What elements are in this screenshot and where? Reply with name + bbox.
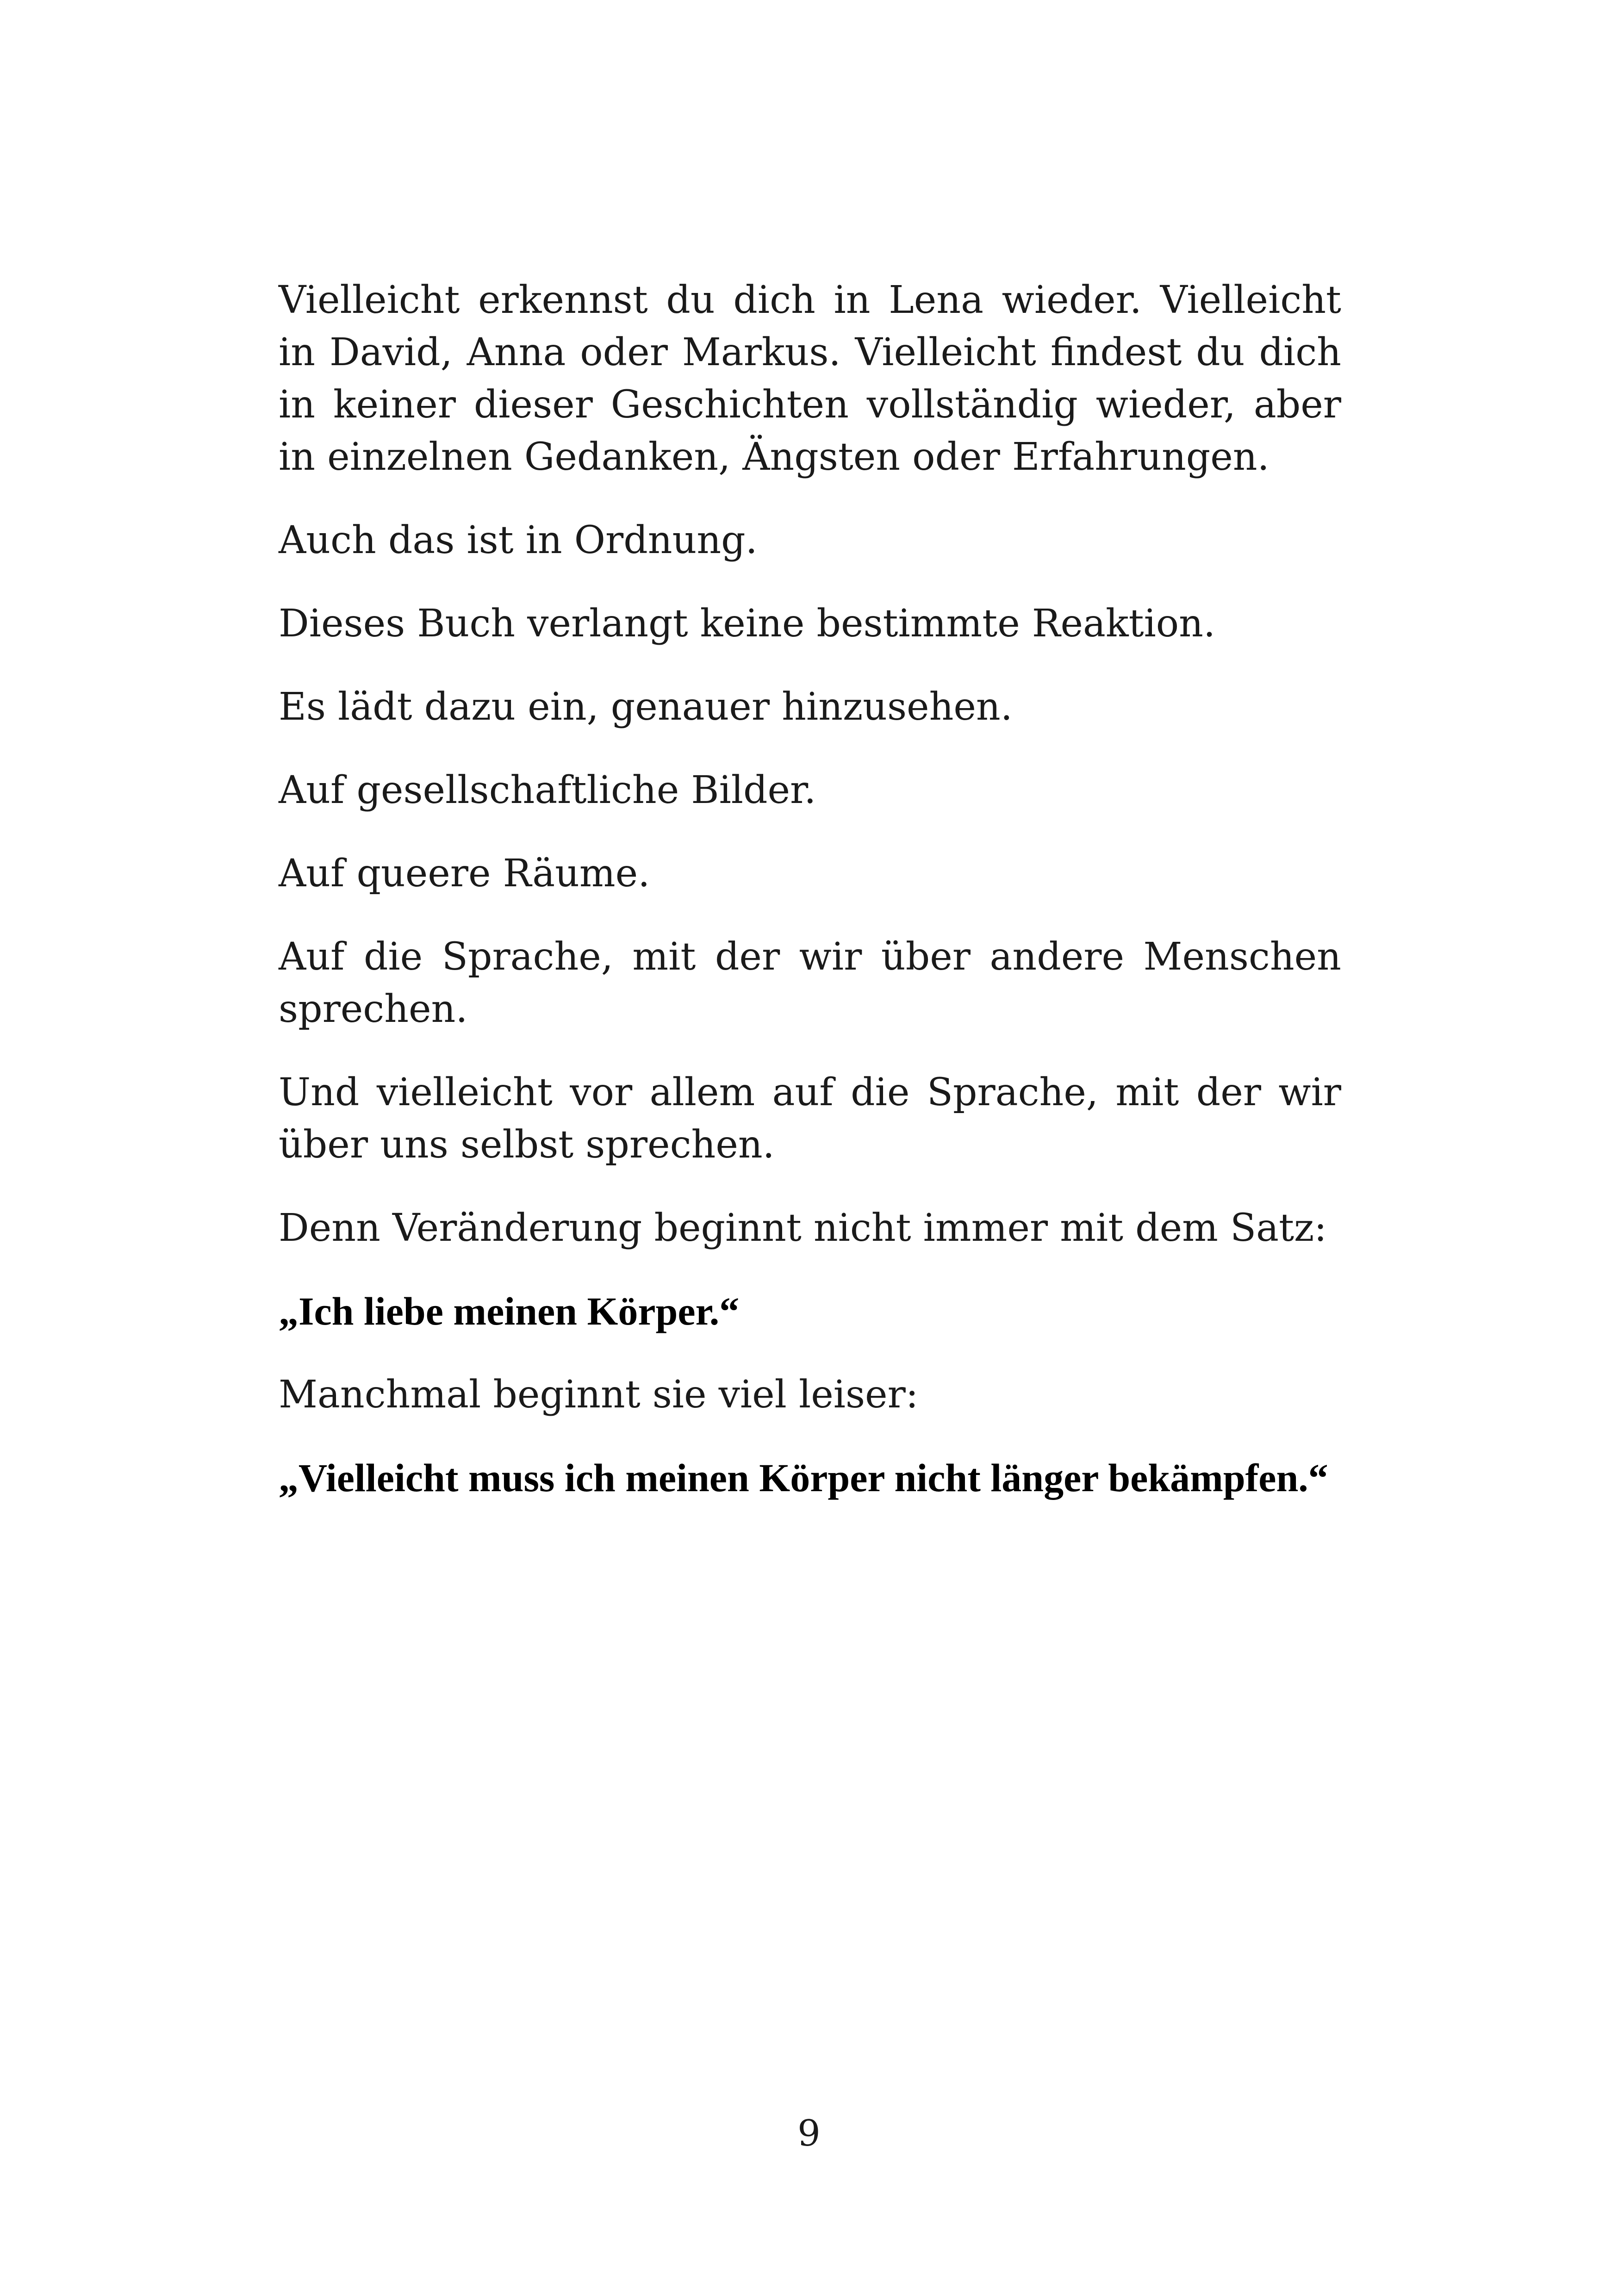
paragraph: Denn Veränderung beginnt nicht immer mit dem Satz: xyxy=(279,1206,1327,1250)
paragraph: Auf gesellschaftliche Bilder. xyxy=(279,768,816,812)
paragraph: Und vielleicht vor allem auf die Sprache, mit der wir über uns selbst sprechen. xyxy=(279,1070,1341,1167)
paragraph: Vielleicht erkennst du dich in Lena wieder. Vielleicht in David, Anna oder Markus. Vielleicht findest du dich in keiner dieser Geschichten vollständig wieder, aber in einzelnen Gedanken, Ängsten oder Erfahrungen. xyxy=(279,278,1341,479)
paragraph: Auch das ist in Ordnung. xyxy=(279,518,758,562)
paragraph: Es lädt dazu ein, genauer hinzusehen. xyxy=(279,685,1013,729)
paragraph: Auf die Sprache, mit der wir über andere Menschen sprechen. xyxy=(279,935,1341,1031)
paragraph: Auf queere Räume. xyxy=(279,852,650,896)
body-text xyxy=(279,274,1341,1535)
quote-paragraph: „Vielleicht muss ich meinen Körper nicht länger bekämpfen.“ xyxy=(279,1456,1328,1500)
page-number: 9 xyxy=(797,2113,821,2154)
paragraph: Dieses Buch verlangt keine bestimmte Reaktion. xyxy=(279,602,1216,646)
quote-paragraph: „Ich liebe meinen Körper.“ xyxy=(279,1289,740,1333)
paragraph: Manchmal beginnt sie viel leiser: xyxy=(279,1373,919,1417)
